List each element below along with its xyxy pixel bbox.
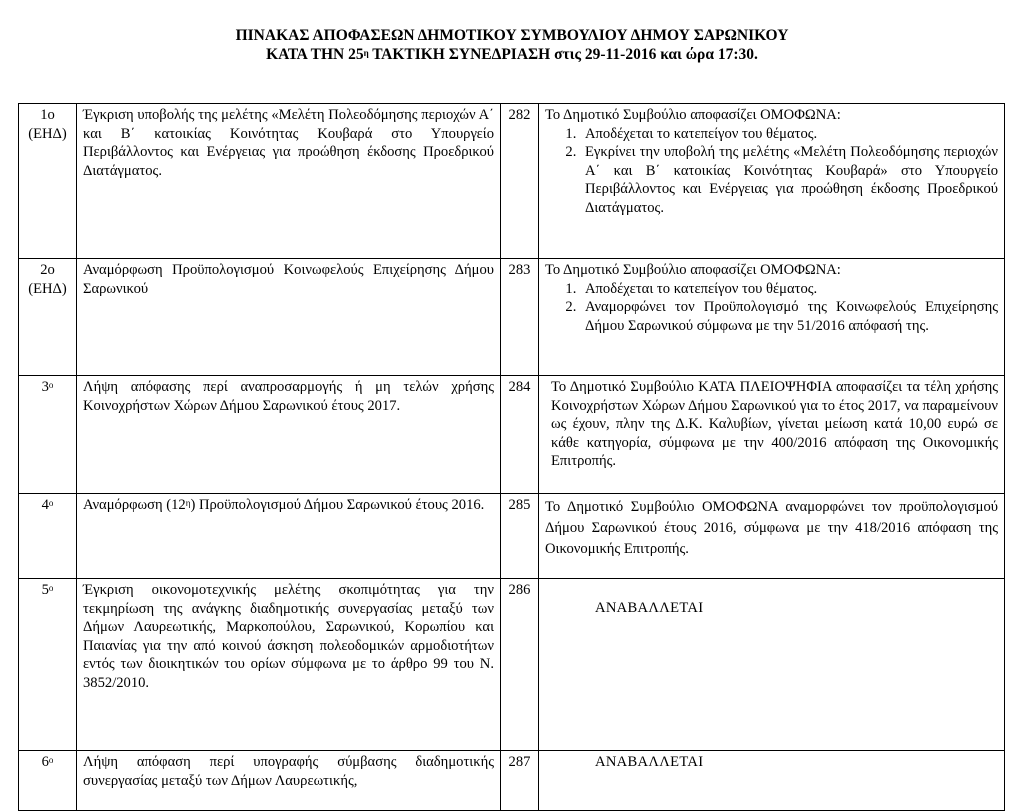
decision-cell [539,259,1005,376]
table-row [19,376,1005,494]
decision-number: 284 [501,376,539,494]
table-row [19,751,1005,811]
subject-text: Έγκριση υποβολής της μελέτης «Μελέτη Πολεοδόμησης περιοχών Α΄ και Β΄ κατοικίας Κοινότητας Κουβαρά στο Υπουργείο Περιβάλλοντος και Ενέργειας για προώθηση έκδοσης Προεδρικού Διατάγματος. [83,107,494,179]
item-number-cell [19,494,77,579]
item-number-cell [19,259,77,376]
item-number: 3 [41,379,49,395]
decision-intro: Το Δημοτικό Συμβούλιο αποφασίζει ΟΜΟΦΩΝΑ: [545,107,841,123]
decision-items [545,280,998,336]
decision-cell [539,494,1005,579]
decision-intro: Το Δημοτικό Συμβούλιο αποφασίζει ΟΜΟΦΩΝΑ: [545,262,841,278]
item-number-superscript: ο [48,583,54,593]
item-number-cell [19,376,77,494]
table-row [19,494,1005,579]
decision-text: Το Δημοτικό Συμβούλιο ΟΜΟΦΩΝΑ αναμορφώνει τον προϋπολογισμού Δήμου Σαρωνικού έτους 2016, σύμφωνα με την 418/2016 απόφαση της Οικονομικής Επιτροπής. [545,499,998,557]
decision-cell [539,376,1005,494]
postponed-label: ΑΝΑΒΑΛΛΕΤΑΙ [595,754,704,770]
postponed-label: ΑΝΑΒΑΛΛΕΤΑΙ [595,600,704,616]
item-number: 5 [41,582,49,598]
decision-items [545,125,998,218]
subject-cell [77,494,501,579]
subject-text: Έγκριση οικονομοτεχνικής μελέτης σκοπιμότητας για την τεκμηρίωση της ανάγκης διαδημοτικής συνεργασίας μεταξύ των Δήμων Λαυρεωτικής, Μαρκοπούλου, Σαρωνικού, Κορωπίου και Παιανίας για την από κοινού άσκηση πολεοδομικών αρμοδιοτήτων εντός των διοικητικών του ορίων σύμφωνα με το άρθρο 99 του Ν. 3852/2010. [83,582,494,691]
item-number-note: (ΕΗΔ) [28,125,67,142]
decision-item: 2. Αναμορφώνει τον Προϋπολογισμό της Κοινωφελούς Επιχείρησης Δήμου Σαρωνικού σύμφωνα με την 51/2016 απόφασή της. [580,298,998,335]
subject-cell [77,104,501,259]
item-number: 2ο [40,262,55,278]
decision-item: 2. Εγκρίνει την υποβολή της μελέτης «Μελέτη Πολεοδόμησης περιοχών Α΄ και Β΄ κατοικίας Κοινότητας Κουβαρά» στο Υπουργείο Περιβάλλοντος και Ενέργειας για προώθηση έκδοσης Προεδρικού Διατάγματος. [580,143,998,217]
item-number: 1ο [40,107,55,123]
decision-cell [539,579,1005,751]
item-number: 4 [41,497,49,513]
decision-cell [539,104,1005,259]
decision-cell [539,751,1005,811]
subject-cell [77,259,501,376]
subject-superscript: η [185,498,191,508]
table-row [19,579,1005,751]
document-subtitle [0,45,1024,65]
decision-text: Το Δημοτικό Συμβούλιο ΚΑΤΑ ΠΛΕΙΟΨΗΦΙΑ αποφασίζει τα τέλη χρήσης Κοινοχρήστων Χώρων Δήμου Σαρωνικού για το έτος 2017, να παραμείνουν ως έχουν, πλην της Δ.Κ. Καλυβίων, γίνεται μείωση κατά 10,00 ευρώ σε κάθε κατηγορία, σύμφωνα με την 400/2016 απόφαση της Οικονομικής Επιτροπής. [551,379,998,469]
subject-text-end: ) Προϋπολογισμού Δήμου Σαρωνικού έτους 2016. [190,497,485,513]
table-row [19,259,1005,376]
item-number: 6 [41,754,49,770]
subject-cell [77,376,501,494]
decision-item: 1. Αποδέχεται το κατεπείγον του θέματος. [580,125,998,144]
decision-number: 287 [501,751,539,811]
item-number-cell [19,104,77,259]
item-number-cell [19,579,77,751]
item-number-note: (ΕΗΔ) [28,280,67,297]
subject-cell [77,751,501,811]
item-number-superscript: ο [48,755,54,765]
item-number-cell [19,751,77,811]
decision-number: 286 [501,579,539,751]
decision-number: 285 [501,494,539,579]
decision-number: 282 [501,104,539,259]
subtitle-text: ΚΑΤΑ ΤΗΝ 25 [266,46,364,63]
decision-number: 283 [501,259,539,376]
item-number-superscript: ο [48,498,54,508]
subject-text: Αναμόρφωση (12 [83,497,186,513]
subject-text: Λήψη απόφασης περί αναπροσαρμογής ή μη τελών χρήσης Κοινοχρήστων Χώρων Δήμου Σαρωνικού έτους 2017. [83,379,494,414]
decisions-table [18,103,1005,811]
subtitle-superscript: η [363,48,369,58]
table-row [19,104,1005,259]
subtitle-text-end: ΤΑΚΤΙΚΗ ΣΥΝΕΔΡΙΑΣΗ στις 29-11-2016 και ώρα 17:30. [368,46,758,63]
subject-text: Λήψη απόφαση περί υπογραφής σύμβασης διαδημοτικής συνεργασίας μεταξύ των Δήμων Λαυρεωτικής, [83,754,494,789]
subject-text: Αναμόρφωση Προϋπολογισμού Κοινωφελούς Επιχείρησης Δήμου Σαρωνικού [83,262,494,297]
document-title: ΠΙΝΑΚΑΣ ΑΠΟΦΑΣΕΩΝ ΔΗΜΟΤΙΚΟΥ ΣΥΜΒΟΥΛΙΟΥ ΔΗΜΟΥ ΣΑΡΩΝΙΚΟΥ [235,27,789,44]
item-number-superscript: ο [48,380,54,390]
decision-item: 1. Αποδέχεται το κατεπείγον του θέματος. [580,280,998,299]
subject-cell [77,579,501,751]
